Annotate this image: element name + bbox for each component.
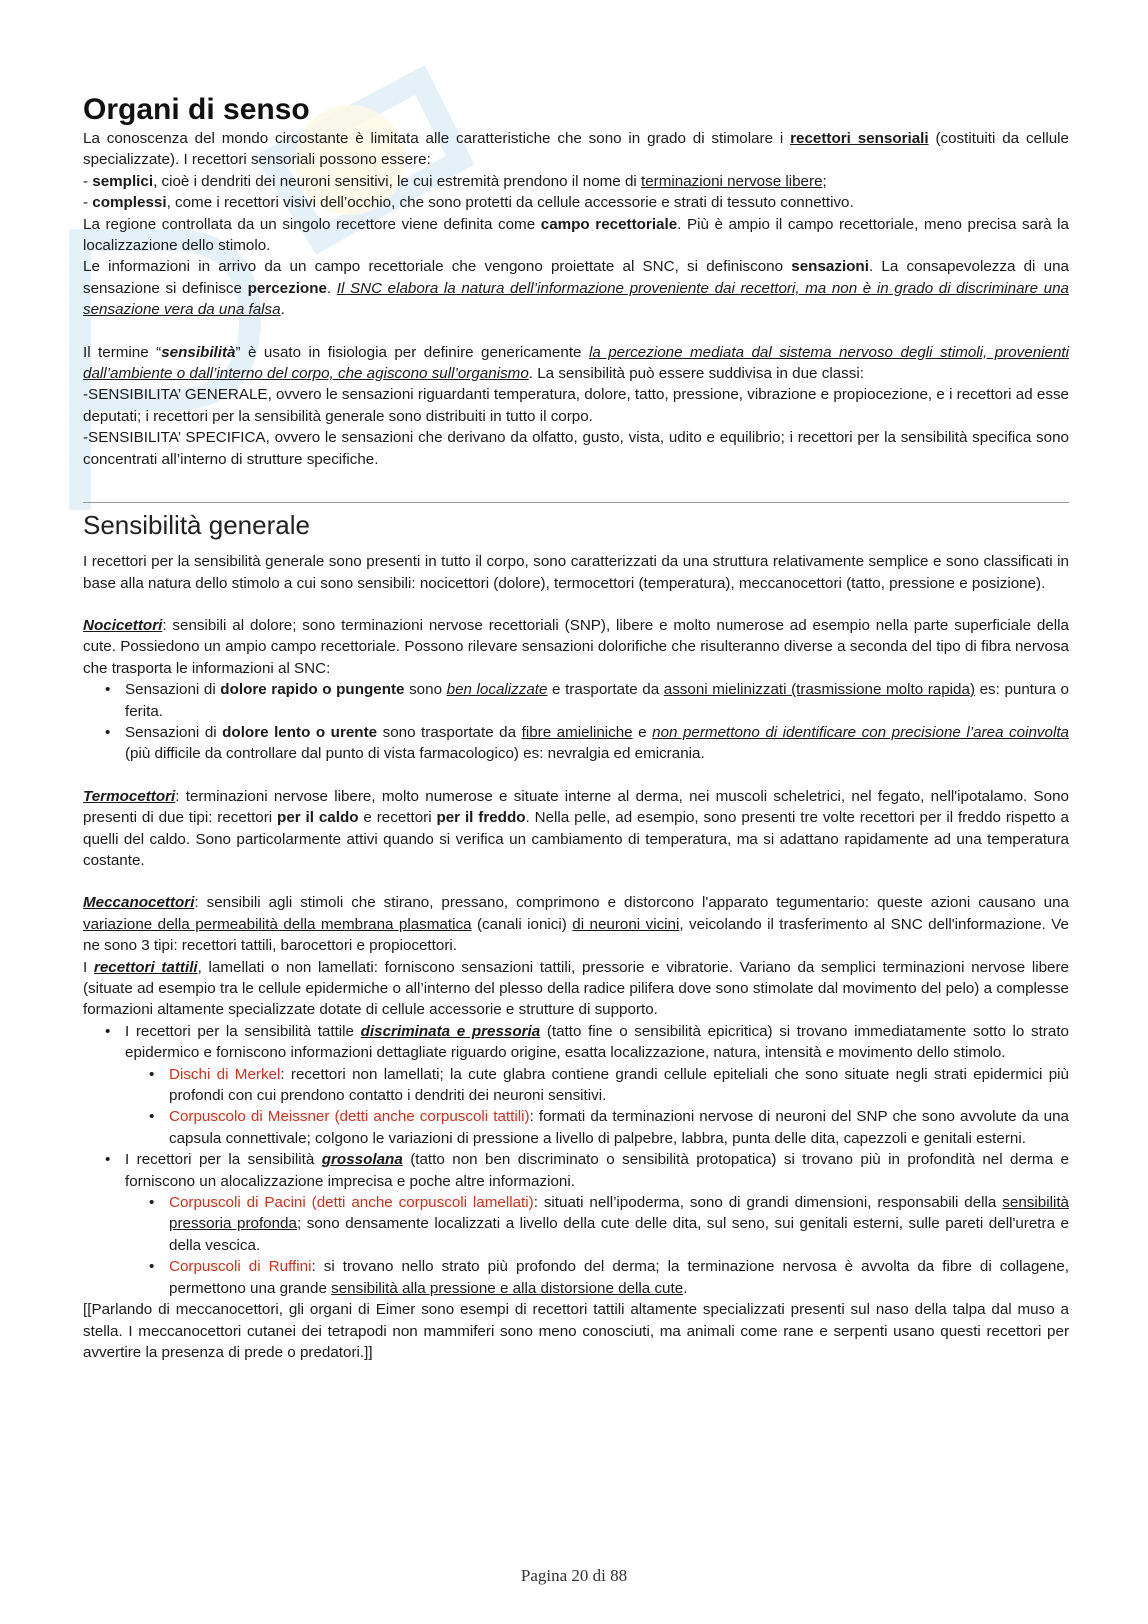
sublist [125,1064,1069,1150]
list-item: • Corpuscoli di Pacini (detti anche corpuscoli lamellati): situati nell’ipoderma, sono di grandi dimensioni, responsabili della sensibilità pressoria profonda; sono densamente localizzati a livello della cute delle dita, sul seno, sui genitali esterni, sulle pareti dell'uretra e della vescica. [125,1192,1069,1256]
list-item: • Corpuscolo di Meissner (detti anche corpuscoli tattili): formati da terminazioni nervose di neuroni del SNP che sono avvolute da una capsula connettivale; colgono le variazioni di pressione a livello di palpebre, labbra, punta delle dita, capezzoli e genitali esterni. [125,1106,1069,1149]
meccanocettori-note: [[Parlando di meccanocettori, gli organi di Eimer sono esempi di recettori tattili altamente specializzati presenti sul naso della talpa dal muso a stella. I meccanocettori cutanei dei tetrapodi non mammiferi sono meno conosciuti, ma animali come rane e serpenti usano questi recettori per avvertire la presenza di prede o predatori.]] [83,1301,1069,1361]
meccanocettori-paragraph: Meccanocettori: sensibili agli stimoli che stirano, pressano, comprimono e distorcono l'apparato tegumentario: queste azioni causano una variazione della permeabilità della membrana plasmatica (canali ionici) di neuroni vicini, veicolando il trasferimento al SNC dell'informazione. Ve ne sono 3 tipi: recettori tattili, barocettori e propiocettori. [83,894,1069,955]
list-item: • Corpuscoli di Ruffini: si trovano nello strato più profondo del derma; la terminazione nervosa è avvolta da fibre di collagene, permettono una grande sensibilità alla pressione e alla distorsione della cute. [125,1256,1069,1299]
termocettori-paragraph: Termocettori: terminazioni nervose libere, molto numerose e situate interne al derma, nei muscoli scheletrici, nel fegato, nell'ipotalamo. Sono presenti di due tipi: recettori per il caldo e recettori per il freddo. Nella pelle, ad esempio, sono presenti tre volte recettori per il freddo rispetto a quelli del caldo. Sono particolarmente attivi quando si verifica un cambiamento di temperatura, ma si adattano rapidamente ad una temperatura costante. [83,787,1069,869]
section-heading: Sensibilità generale [83,510,310,541]
campo-recettoriale-paragraph: La regione controllata da un singolo recettore viene definita come campo recettoriale. Più è ampio il campo recettoriale, meno precisa sarà la localizzazione dello stimolo. [83,215,1069,255]
list-item: • Sensazioni di dolore lento o urente sono trasportate da fibre amieliniche e non permettono di identificare con precisione l’area coinvolta (più difficile da controllare dal punto di vista farmacologico) es: nevralgia ed emicrania. [83,722,1069,765]
list-item: • I recettori per la sensibilità grossolana (tatto non ben discriminato o sensibilità protopatica) si trovano più in profondità nel derma e forniscono un alocalizzazione imprecisa e poche altre informazioni. • Corpuscoli di Pacini (detti anche corpuscoli lamellati): situati nell’ipoderma, sono di grandi dimensioni, responsabili della sensibilità pressoria profonda; sono densamente localizzati a livello della cute delle dita, sul seno, sui genitali esterni, sulle pareti dell'uretra e della vescica. • Corpuscoli di Ruffini: si trovano nello strato più profondo del derma; la terminazione nervosa è avvolta da fibre di collagene, permettono una grande sensibilità alla pressione e alla distorsione della cute. [83,1149,1069,1299]
sensazioni-paragraph: Le informazioni in arrivo da un campo recettoriale che vengono proiettate al SNC, si definiscono sensazioni. La consapevolezza di una sensazione si definisce percezione. Il SNC elabora la natura dell’informazione proveniente dai recettori, ma non è in grado di discriminare una sensazione vera da una falsa. [83,258,1069,319]
tattili-list [83,1021,1069,1299]
section-intro: I recettori per la sensibilità generale sono presenti in tutto il corpo, sono caratterizzati da una struttura relativamente semplice e sono classificati in base alla natura dello stimolo a cui sono sensibili: nocicettori (dolore), termocettori (temperatura), meccanocettori (tatto, pressione e posizione). [83,553,1069,592]
page-number: Pagina 20 di 88 [520,1566,628,1585]
nocicettori-paragraph: Nocicettori: sensibili al dolore; sono terminazioni nervose recettoriali (SNP), libere e molto numerose ad esempio nella parte superficiale della cute. Possiedono un ampio campo recettoriale. Possono rilevare sensazioni dolorifiche che risulteranno diverse a seconda del tipo di fibra nervosa che trasporta le informazioni al SNC: [83,616,1069,677]
page-title: Organi di senso [83,93,310,126]
list-item: • Dischi di Merkel: recettori non lamellati; la cute glabra contiene grandi cellule epiteliali che sono situate negli strati epidermici più profondi con cui prendono contatto i dendriti dei neuroni sensitivi. [125,1064,1069,1107]
list-item: • Sensazioni di dolore rapido o pungente sono ben localizzate e trasportate da assoni mielinizzati (trasmissione molto rapida) es: puntura o ferita. [83,679,1069,722]
intro-paragraph: La conoscenza del mondo circostante è limitata alle caratteristiche che sono in grado di stimolare i recettori sensoriali (costituiti da cellule specializzate). I recettori sensoriali possono essere: [83,130,1070,169]
nocicettori-list [83,679,1069,765]
recettori-complessi: - complessi, come i recettori visivi dell’occhio, che sono protetti da cellule accessorie e strati di tessuto connettivo. [83,194,854,212]
sensibilita-specifica-def: -SENSIBILITA’ SPECIFICA, ovvero le sensazioni che derivano da olfatto, gusto, vista, udito e equilibrio; i recettori per la sensibilità specifica sono concentrati all’interno di strutture specifiche. [83,429,1069,468]
list-item: • I recettori per la sensibilità tattile discriminata e pressoria (tatto fine o sensibilità epicritica) si trovano immediatamente sotto lo strato epidermico e forniscono informazioni dettagliate riguardo origine, esatta localizzazione, natura, intensità e movimento dello stimolo. • Dischi di Merkel: recettori non lamellati; la cute glabra contiene grandi cellule epiteliali che sono situate negli strati epidermici più profondi con cui prendono contatto i dendriti dei neuroni sensitivi. • Corpuscolo di Meissner (detti anche corpuscoli tattili): formati da terminazioni nervose di neuroni del SNP che sono avvolute da una capsula connettivale; colgono le variazioni di pressione a livello di palpebre, labbra, punta delle dita, capezzoli e genitali esterni. [83,1021,1069,1149]
document-page [83,92,1069,1363]
sublist [125,1192,1069,1299]
recettori-tattili-paragraph: I recettori tattili, lamellati o non lamellati: forniscono sensazioni tattili, pressorie e vibratorie. Variano da semplici terminazioni nervose libere (situate ad esempio tra le cellule epidermiche o all’interno del plesso della radice pilifera dove sono stimolate dal movimento del pelo) a complesse formazioni altamente specializzate dotate di cellule accessorie e strutture di supporto. [83,958,1069,1019]
sensibilita-generale-def: -SENSIBILITA’ GENERALE, ovvero le sensazioni riguardanti temperatura, dolore, tatto, pressione, vibrazione e propiocezione, e i recettori ad esse deputati; i recettori per la sensibilità generale sono distribuiti in tutto il corpo. [83,386,1069,425]
sensibilita-paragraph: Il termine “sensibilità” è usato in fisiologia per definire genericamente la percezione mediata dal sistema nervoso degli stimoli, provenienti dall’ambiente o dall’interno del corpo, che agiscono sull’organismo. La sensibilità può essere suddivisa in due classi: [83,343,1070,383]
section-divider [83,502,1069,503]
recettori-semplici: - semplici, cioè i dendriti dei neuroni sensitivi, le cui estremità prendono il nome di terminazioni nervose libere; [83,172,827,190]
